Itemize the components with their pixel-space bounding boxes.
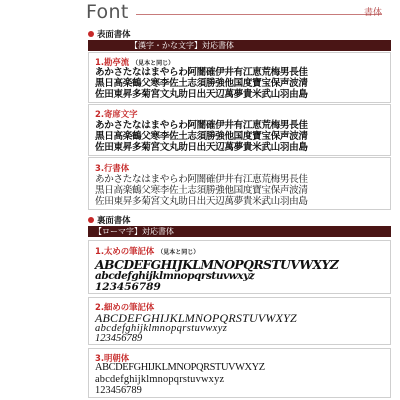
bullet-icon xyxy=(88,31,94,37)
back-section-text: 裏面書体 xyxy=(97,215,131,225)
front-section-label xyxy=(88,28,131,40)
sample-digits: 123456789 xyxy=(95,333,143,344)
sample-line: 黒日高楽鶴父寒李佐土志須勝強他国度寶宝保声波清 xyxy=(95,131,308,142)
sample-line: あかさたなはまやらわ阿闇確伊井有江恵荒梅男長佳 xyxy=(95,120,308,131)
font-card-mincho xyxy=(88,348,391,398)
back-section-label xyxy=(88,214,131,226)
font-card-bold-script xyxy=(88,240,391,294)
sample-line: 佐田東昇多菊宮文丸助日出天辺萬夢貴米武山羽由島 xyxy=(95,142,308,153)
sample-uppercase: ABCDEFGHIJKLMNOPQRSTUVWXYZ xyxy=(95,257,339,272)
sample-line: あかさたなはまやらわ阿闇確伊井有江恵荒梅男長佳 xyxy=(95,174,308,185)
front-section-text: 表面書体 xyxy=(97,29,131,39)
front-band xyxy=(88,40,391,51)
title-divider xyxy=(136,14,382,15)
font-card-title xyxy=(95,245,199,257)
font-name: 3.明朝体 xyxy=(95,353,130,363)
font-note: （見本と同じ） xyxy=(132,60,175,67)
font-name: 1.太めの筆記体 xyxy=(95,246,155,256)
sample-line: 佐田東昇多菊宮文丸助日出天辺萬夢貴米武山羽由島 xyxy=(95,196,308,207)
bullet-icon xyxy=(88,217,94,223)
sample-line: 佐田東昇多菊宮文丸助日出天辺萬夢貴米武山羽由島 xyxy=(95,89,308,100)
font-card-title xyxy=(95,108,141,120)
sample-line: 黒日高楽鶴父寒李佐土志須勝強他国度寶宝保声波清 xyxy=(95,185,308,196)
font-card-gyosho xyxy=(88,157,391,210)
page-title: Font xyxy=(86,1,129,23)
sample-lowercase: abcdefghijklmnopqrstuvwxyz xyxy=(95,374,225,385)
back-band xyxy=(88,226,391,237)
page-header xyxy=(86,2,400,26)
font-card-title xyxy=(95,162,132,174)
font-card-kanteiryu xyxy=(88,52,391,103)
font-note: （見本と同じ） xyxy=(157,249,200,256)
sample-digits: 123456789 xyxy=(95,385,142,396)
sample-uppercase: ABCDEFGHIJKLMNOPQRSTUVWXYZ xyxy=(95,311,297,325)
font-name: 1.勘亭流 xyxy=(95,57,130,67)
back-band-text: 【ローマ字】対応書体 xyxy=(94,227,174,236)
font-name: 2.細めの筆記体 xyxy=(95,302,155,312)
front-band-text: 【漢字・かな文字】対応書体 xyxy=(130,41,234,50)
sample-lowercase: abcdefghijklmnopqrstuvwxyz xyxy=(95,323,228,334)
font-name: 2.寄席文字 xyxy=(95,109,138,119)
sample-lowercase: abcdefghijklmnopqrstuvwxyz xyxy=(95,270,255,282)
sample-digits: 123456789 xyxy=(95,281,161,293)
font-card-thin-script xyxy=(88,297,391,345)
font-card-yose xyxy=(88,104,391,156)
sample-line: あかさたなはまやらわ阿闇確伊井有江恵荒梅男長佳 xyxy=(95,67,308,78)
font-name: 3.行書体 xyxy=(95,163,130,173)
sample-uppercase: ABCDEFGHIJKLMNOPQRSTUVWXYZ xyxy=(95,362,265,373)
page-tag: 書体 xyxy=(363,8,382,18)
sample-line: 黒日高楽鶴父寒李佐土志須勝強他国度寶宝保声波清 xyxy=(95,78,308,89)
